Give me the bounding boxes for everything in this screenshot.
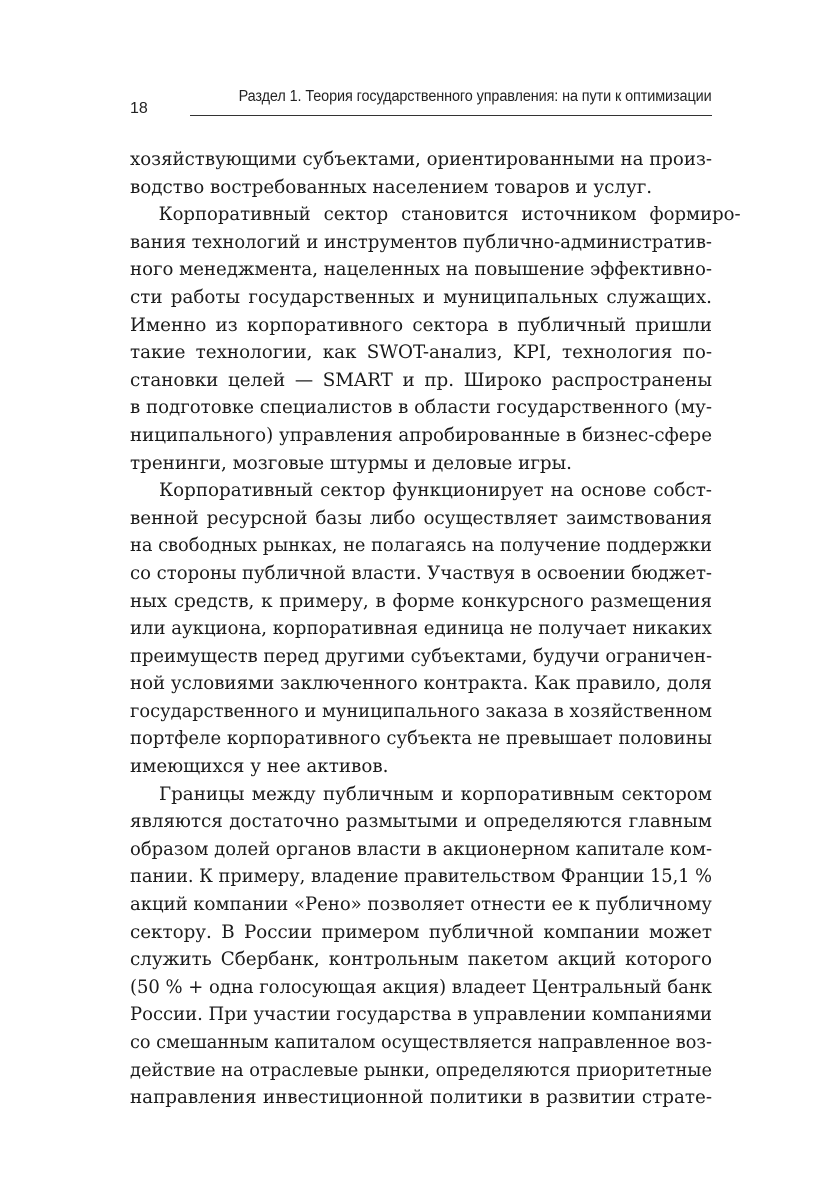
text-line: Корпоративный сектор функционирует на основе собст- [159, 480, 712, 502]
text-line: действие на отраслевые рынки, определяются приоритетные [130, 1059, 712, 1081]
text-line: преимуществ перед другими субъектами, будучи ограничен- [130, 645, 713, 667]
text-line: венной ресурсной базы либо осуществляет заимствования [130, 507, 712, 529]
text-line: становки целей — SMART и пр. Широко распространены [130, 369, 712, 391]
text-line: государственного и муниципального заказа в хозяйственном [130, 700, 712, 722]
text-line: ного менеджмента, нацеленных на повышение эффективно- [130, 259, 712, 281]
text-line: ных средств, к примеру, в форме конкурсного размещения [130, 590, 712, 612]
text-line: водство востребованных населением товаров и услуг. [130, 176, 653, 198]
paragraph [130, 146, 712, 201]
text-line: в подготовке специалистов в области государственного (му- [130, 397, 713, 419]
text-line: или аукциона, корпоративная единица не получает никаких [130, 618, 712, 640]
text-line: вания технологий и инструментов публично-административ- [130, 231, 712, 253]
header-rule [190, 115, 712, 116]
section-title: Раздел 1. Теория государственного управления: на пути к оптимизации [239, 88, 712, 105]
text-line: на свободных рынках, не полагаясь на получение поддержки [130, 535, 712, 557]
text-line: сектору. В России примером публичной компании может [130, 921, 712, 943]
page-number: 18 [130, 100, 148, 117]
text-line: Границы между публичным и корпоративным сектором [159, 783, 712, 805]
text-line: образом долей органов власти в акционерном капитале ком- [130, 838, 713, 860]
paragraph [130, 781, 712, 1112]
body-text [130, 146, 741, 1112]
text-line: пании. К примеру, владение правительством Франции 15,1 % [130, 866, 713, 888]
text-line: являются достаточно размытыми и определяются главным [130, 811, 712, 833]
text-line: ниципального) управления апробированные в бизнес-сфере [130, 424, 712, 446]
text-line: (50 % + одна голосующая акция) владеет Центральный банк [130, 976, 713, 998]
text-line: портфеле корпоративного субъекта не превышает половины [130, 728, 712, 750]
text-line: ной условиями заключенного контракта. Как правило, доля [130, 673, 713, 695]
text-line: хозяйствующими субъектами, ориентированными на произ- [130, 149, 712, 170]
paragraph [130, 201, 741, 477]
text-line: направления инвестиционной политики в развитии страте- [130, 1087, 712, 1109]
text-line: акций компании «Рено» позволяет отнести ее к публичному [130, 894, 712, 916]
paragraph [130, 477, 712, 781]
text-line: сти работы государственных и муниципальных служащих. [130, 286, 712, 308]
text-line: тренинги, мозговые штурмы и деловые игры. [130, 452, 572, 474]
text-line: служить Сбербанк, контрольным пакетом акций которого [130, 949, 712, 971]
text-line: Корпоративный сектор становится источником формиро- [158, 204, 741, 226]
text-line: со стороны публичной власти. Участвуя в освоении бюджет- [130, 562, 713, 584]
text-line: имеющихся у нее активов. [130, 756, 389, 778]
running-head [130, 86, 712, 120]
text-line: Именно из корпоративного сектора в публичный пришли [130, 314, 712, 336]
text-line: со смешанным капиталом осуществляется направленное воз- [130, 1032, 713, 1053]
text-line: такие технологии, как SWOT-анализ, KPI, технология по- [130, 342, 712, 364]
text-line: России. При участии государства в управлении компаниями [130, 1004, 712, 1026]
